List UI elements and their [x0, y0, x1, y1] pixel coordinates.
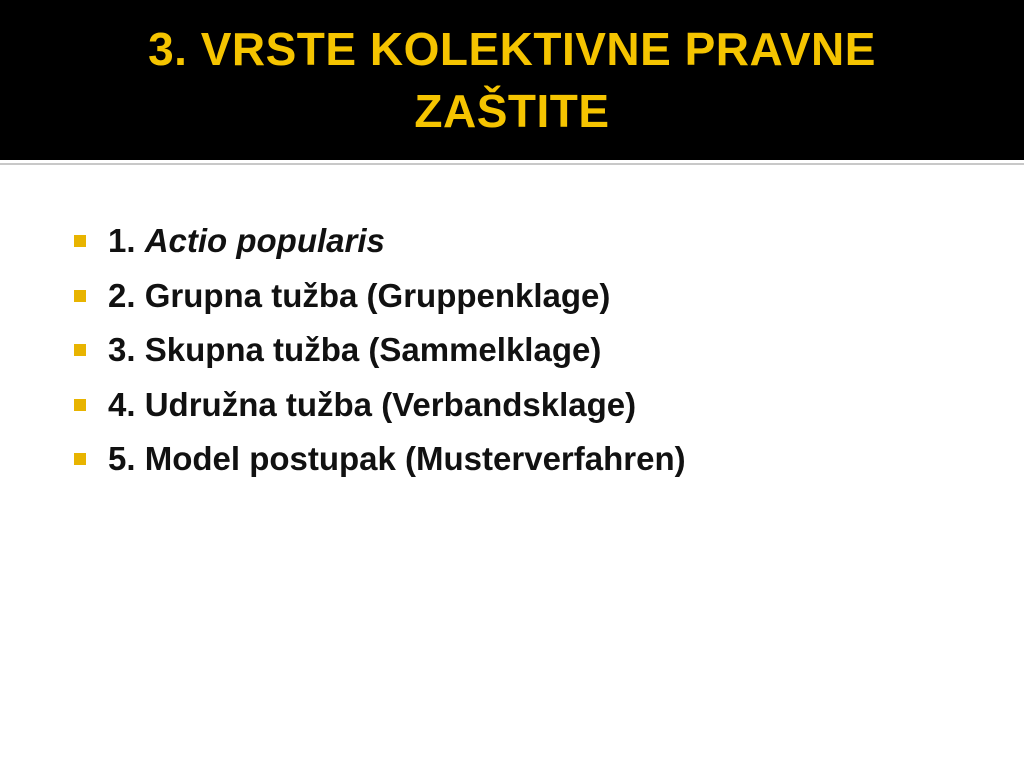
bullet-text: [108, 440, 686, 478]
bullet-label: Grupna tužba (Gruppenklage): [144, 276, 611, 314]
square-bullet-icon: [74, 344, 86, 356]
square-bullet-icon: [74, 453, 86, 465]
bullet-text: [108, 386, 636, 424]
square-bullet-icon: [74, 235, 86, 247]
bullet-text: [108, 222, 385, 260]
bullet-item: [74, 214, 686, 269]
bullet-item: [74, 269, 686, 324]
bullet-label: Skupna tužba (Sammelklage): [144, 331, 602, 369]
bullet-item: [74, 432, 686, 487]
bullet-list: [74, 214, 686, 487]
bullet-number: 1.: [108, 222, 145, 260]
bullet-text: [108, 277, 610, 315]
slide-title: 3. VRSTE KOLEKTIVNE PRAVNE ZAŠTITE: [148, 23, 876, 137]
bullet-item: [74, 378, 686, 433]
bullet-number: 4.: [108, 385, 145, 423]
bullet-label: Actio popularis: [144, 222, 385, 260]
bullet-label: Udružna tužba (Verbandsklage): [144, 385, 637, 423]
bullet-label: Model postupak (Musterverfahren): [144, 440, 686, 478]
square-bullet-icon: [74, 290, 86, 302]
bullet-item: [74, 323, 686, 378]
square-bullet-icon: [74, 399, 86, 411]
bullet-number: 3.: [108, 331, 145, 369]
bullet-number: 2.: [108, 276, 145, 314]
title-bar: [0, 0, 1024, 160]
bullet-number: 5.: [108, 440, 145, 478]
title-separator: [0, 160, 1024, 166]
bullet-text: [108, 331, 601, 369]
